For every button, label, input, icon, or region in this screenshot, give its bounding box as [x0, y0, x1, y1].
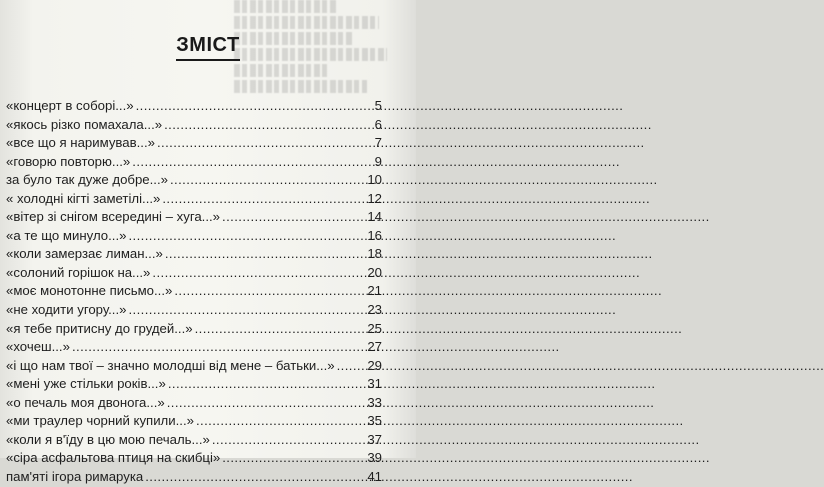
toc-entry-title: «хочеш...»: [6, 339, 70, 355]
toc-entry: [6, 395, 382, 414]
toc-entry: [6, 228, 382, 247]
toc-entry-title: за було так дуже добре...»: [6, 172, 168, 188]
toc-entry: [6, 358, 382, 377]
toc-entry-title: «моє монотонне письмо...»: [6, 283, 173, 299]
toc-entry-page-number: 6: [374, 116, 382, 132]
toc-entry-title: «о печаль моя двонога...»: [6, 394, 165, 410]
toc-entry-page-number: 37: [367, 431, 382, 447]
toc-entry: [6, 172, 382, 191]
toc-entry-page-number: 21: [367, 283, 382, 299]
toc-dot-leader: [222, 450, 365, 465]
toc-dot-leader: [128, 302, 365, 317]
toc-dot-leader: [132, 154, 372, 169]
toc-entry-page-number: 14: [367, 209, 382, 225]
toc-entry: [6, 450, 382, 469]
toc-entry-page-number: 39: [367, 450, 382, 466]
toc-entry-page-number: 5: [374, 98, 382, 113]
toc-entry: [6, 339, 382, 358]
toc-entry-page-number: 20: [367, 264, 382, 280]
toc-dot-leader: [222, 209, 365, 224]
table-of-contents: [6, 98, 382, 487]
toc-entry-title: «я тебе притисну до грудей...»: [6, 320, 193, 336]
toc-entry-title: «коли я в'їду в цю мою печаль...»: [6, 431, 210, 447]
toc-entry-title: «а те що минуло...»: [6, 227, 127, 243]
toc-entry-page-number: 29: [367, 357, 382, 373]
toc-entry-page-number: 10: [367, 172, 382, 188]
toc-entry-title: «мені уже стільки років...»: [6, 376, 166, 392]
title-container: [0, 34, 416, 61]
toc-entry-page-number: 7: [374, 135, 382, 151]
toc-entry: [6, 432, 382, 451]
toc-entry-title: «сіра асфальтова птиця на скибці»: [6, 450, 221, 466]
toc-entry: [6, 265, 382, 284]
toc-dot-leader: [72, 339, 365, 354]
toc-dot-leader: [165, 246, 365, 261]
toc-entry: [6, 117, 382, 136]
toc-entry-page-number: 9: [374, 153, 382, 169]
toc-entry-title: «вітер зі снігом всередині – хуга...»: [6, 209, 220, 225]
toc-entry-page-number: 41: [367, 468, 382, 484]
toc-dot-leader: [152, 265, 365, 280]
toc-entry-page-number: 16: [367, 227, 382, 243]
toc-entry-page-number: 23: [367, 302, 382, 318]
toc-entry-page-number: 27: [367, 339, 382, 355]
toc-entry: [6, 283, 382, 302]
toc-dot-leader: [174, 283, 365, 298]
toc-entry-title: «не ходити угору...»: [6, 302, 127, 318]
toc-dot-leader: [145, 469, 365, 484]
toc-entry: [6, 376, 382, 395]
toc-dot-leader: [195, 321, 366, 336]
toc-entry-title: «ми траулер чорний купили...»: [6, 413, 194, 429]
toc-entry: [6, 209, 382, 228]
toc-dot-leader: [337, 358, 366, 373]
toc-entry-title: «говорю повторю...»: [6, 153, 131, 169]
toc-entry-title: «коли замерзає лиман...»: [6, 246, 163, 262]
toc-dot-leader: [164, 117, 373, 132]
toc-dot-leader: [170, 172, 365, 187]
toc-dot-leader: [136, 98, 373, 113]
toc-entry-page-number: 18: [367, 246, 382, 262]
toc-entry-title: « холодні кігті заметілі...»: [6, 190, 161, 206]
toc-dot-leader: [168, 376, 366, 391]
toc-entry: [6, 246, 382, 265]
toc-dot-leader: [167, 395, 366, 410]
toc-dot-leader: [128, 228, 365, 243]
toc-entry: [6, 302, 382, 321]
toc-entry-title: «все що я наримував...»: [6, 135, 155, 151]
page-title: ЗМІСТ: [176, 34, 239, 61]
toc-entry-title: «якось різко помахала...»: [6, 116, 163, 132]
toc-entry-page-number: 25: [367, 320, 382, 336]
toc-entry-title: «і що нам твої – значно молодші від мене – батьки...»: [6, 357, 335, 373]
toc-entry-page-number: 35: [367, 413, 382, 429]
toc-entry: [6, 321, 382, 340]
toc-entry: [6, 135, 382, 154]
toc-entry: [6, 413, 382, 432]
toc-entry-title: «концерт в соборі...»: [6, 98, 134, 113]
toc-dot-leader: [196, 413, 365, 428]
toc-dot-leader: [162, 191, 365, 206]
toc-entry: [6, 154, 382, 173]
toc-entry: [6, 98, 382, 117]
toc-entry: [6, 469, 382, 487]
toc-entry-title: «солоний горішок на...»: [6, 264, 151, 280]
toc-entry: [6, 191, 382, 210]
toc-entry-title: пам'яті ігора римарука: [6, 468, 144, 484]
toc-dot-leader: [157, 135, 373, 150]
toc-entry-page-number: 33: [367, 394, 382, 410]
toc-dot-leader: [212, 432, 365, 447]
toc-entry-page-number: 12: [367, 190, 382, 206]
toc-entry-page-number: 31: [367, 376, 382, 392]
